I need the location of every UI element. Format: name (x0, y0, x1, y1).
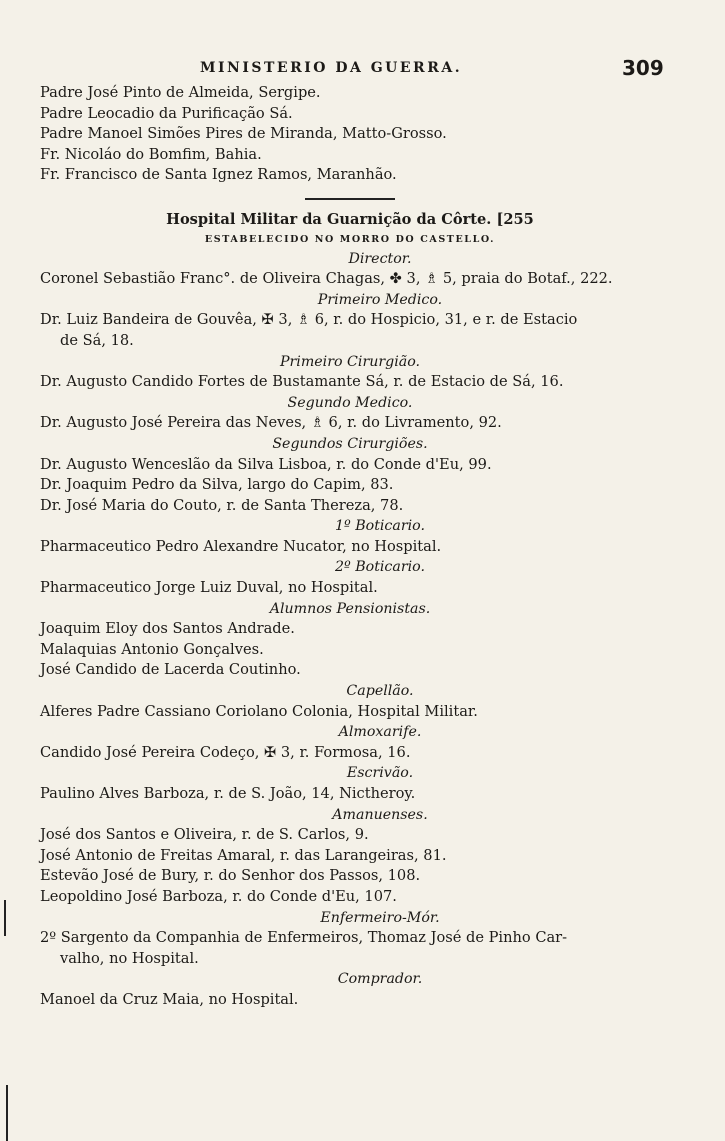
staff-entry-enfermeiro-cont: valho, no Hospital. (60, 949, 199, 967)
staff-entry-capellao: Alferes Padre Cassiano Coriolano Colonia, Hospital Militar. (40, 702, 478, 720)
staff-entry: Leopoldino José Barboza, r. do Conde d'Eu, 107. (40, 887, 397, 905)
staff-entry-boticario-2: Pharmaceutico Jorge Luiz Duval, no Hospital. (40, 579, 378, 597)
staff-entry-escrivao: Paulino Alves Barboza, r. de S. João, 14, Nictheroy. (40, 785, 416, 802)
role-heading-almoxarife: Almoxarife. (338, 724, 422, 741)
role-heading-alumnos: Alumnos Pensionistas. (269, 600, 431, 617)
staff-entry: Dr. José Maria do Couto, r. de Santa Thereza, 78. (40, 496, 404, 514)
staff-entry: Dr. Augusto Wenceslão da Silva Lisboa, r. do Conde d'Eu, 99. (40, 455, 492, 473)
list-item: Padre José Pinto de Almeida, Sergipe. (40, 84, 321, 101)
section-subtitle: ESTABELECIDO NO MORRO DO CASTELLO. (204, 233, 496, 245)
page-number: 309 (622, 56, 664, 80)
staff-entry: Malaquias Antonio Gonçalves. (40, 640, 264, 658)
staff-entry: Estevão José de Bury, r. do Senhor dos Passos, 108. (40, 867, 421, 885)
role-heading-segundos-cirurgioes: Segundos Cirurgiões. (272, 435, 428, 452)
staff-entry-primeiro-medico-cont: de Sá, 18. (60, 331, 134, 349)
staff-entry-almoxarife: Candido José Pereira Codeço, ✠ 3, r. Formosa, 16. (40, 743, 411, 761)
role-heading-boticario-2: 2º Boticario. (335, 559, 425, 576)
running-title: MINISTERIO DA GUERRA. (200, 60, 463, 76)
role-heading-boticario-1: 1º Boticario. (335, 518, 425, 535)
role-heading-amanuenses: Amanuenses. (332, 806, 428, 823)
staff-entry-segundo-medico: Dr. Augusto José Pereira das Neves, ♗ 6, r. do Livramento, 92. (40, 414, 502, 432)
page-body (40, 83, 660, 1011)
margin-mark (4, 900, 6, 936)
staff-entry-enfermeiro: 2º Sargento da Companhia de Enfermeiros, Thomaz José de Pinho Car- (40, 929, 568, 947)
top-entry-list (40, 83, 660, 186)
staff-entry-boticario-1: Pharmaceutico Pedro Alexandre Nucator, no Hospital. (40, 537, 442, 555)
role-heading-capellao: Capellão. (346, 683, 414, 700)
staff-entry: José Antonio de Freitas Amaral, r. das Larangeiras, 81. (40, 846, 447, 864)
list-item: Padre Leocadio da Purificação Sá. (40, 104, 293, 122)
section-title: Hospital Militar da Guarnição da Côrte. [255 (166, 210, 534, 228)
running-header (0, 56, 725, 80)
staff-entry-director: Coronel Sebastião Franc°. de Oliveira Chagas, ✤ 3, ♗ 5, praia do Botaf., 222. (40, 270, 613, 288)
role-heading-comprador: Comprador. (337, 971, 423, 988)
staff-entry: Dr. Joaquim Pedro da Silva, largo do Capim, 83. (40, 476, 394, 494)
list-item: Padre Manoel Simões Pires de Miranda, Matto-Grosso. (40, 125, 447, 143)
role-heading-primeiro-cirurgiao: Primeiro Cirurgião. (279, 353, 421, 370)
list-item: Fr. Francisco de Santa Ignez Ramos, Maranhão. (40, 166, 397, 184)
staff-entry: José Candido de Lacerda Coutinho. (40, 661, 301, 679)
list-item: Fr. Nicoláo do Bomfim, Bahia. (40, 145, 262, 163)
role-heading-segundo-medico: Segundo Medico. (287, 394, 413, 411)
staff-entry-comprador: Manoel da Cruz Maia, no Hospital. (40, 990, 299, 1008)
role-heading-director: Director. (348, 250, 412, 267)
section-divider (305, 198, 395, 200)
role-heading-primeiro-medico: Primeiro Medico. (317, 291, 443, 308)
role-heading-escrivao: Escrivão. (346, 765, 414, 782)
staff-entry: José dos Santos e Oliveira, r. de S. Carlos, 9. (40, 826, 369, 844)
margin-mark (6, 1085, 8, 1141)
role-heading-enfermeiro: Enfermeiro-Mór. (320, 909, 440, 926)
staff-entry: Joaquim Eloy dos Santos Andrade. (40, 620, 295, 638)
staff-entry-primeiro-medico: Dr. Luiz Bandeira de Gouvêa, ✠ 3, ♗ 6, r. do Hospicio, 31, e r. de Estacio (40, 311, 578, 329)
staff-entry-primeiro-cirurgiao: Dr. Augusto Candido Fortes de Bustamante Sá, r. de Estacio de Sá, 16. (40, 373, 564, 391)
